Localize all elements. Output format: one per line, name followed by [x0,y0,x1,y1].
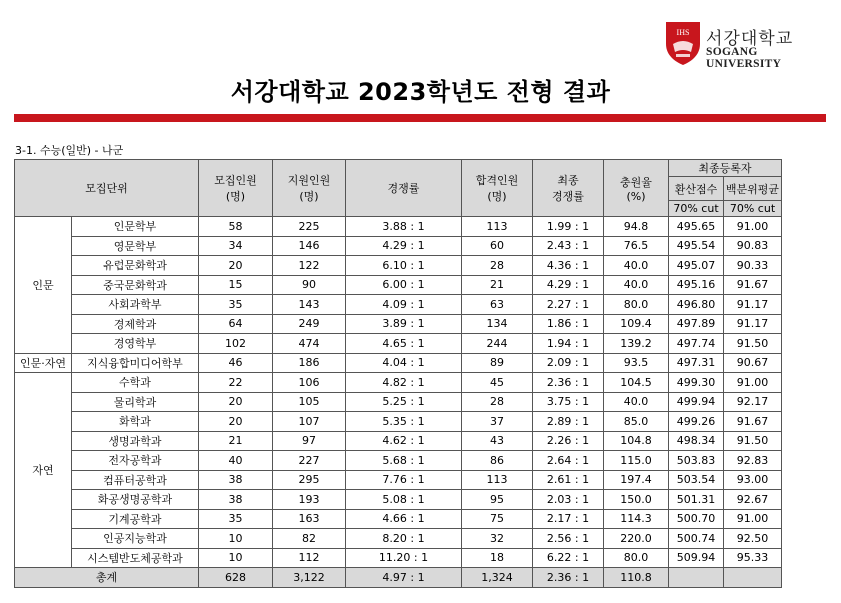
cell-final-ratio: 2.36 : 1 [533,373,604,393]
cell-ratio: 4.04 : 1 [346,353,462,373]
cell-passed: 32 [462,529,533,549]
section-subtitle: 3-1. 수능(일반) - 나군 [15,144,124,157]
cell-percentile: 92.50 [724,529,782,549]
cell-quota: 20 [199,392,273,412]
table-row [15,490,782,510]
cell-fill: 76.5 [604,236,669,256]
cell-passed: 28 [462,392,533,412]
cell-passed: 21 [462,275,533,295]
cell-unit: 화학과 [72,412,199,432]
cell-percentile: 91.50 [724,431,782,451]
cell-passed: 75 [462,509,533,529]
cell-percentile: 90.67 [724,353,782,373]
cell-final-ratio: 1.86 : 1 [533,314,604,334]
header-final-ratio [533,160,604,217]
cell-score: 499.30 [669,373,724,393]
total-percentile [724,568,782,588]
header-fill-l1: 충원율 [620,175,652,189]
cell-applicants: 249 [273,314,346,334]
table-row [15,295,782,315]
cell-unit: 전자공학과 [72,451,199,471]
total-score [669,568,724,588]
cell-fill: 150.0 [604,490,669,510]
header-passed [462,160,533,217]
cell-passed: 37 [462,412,533,432]
cell-final-ratio: 2.43 : 1 [533,236,604,256]
cell-fill: 220.0 [604,529,669,549]
cell-fill: 109.4 [604,314,669,334]
header-score: 환산점수 [669,177,724,201]
cell-ratio: 5.25 : 1 [346,392,462,412]
cell-ratio: 4.82 : 1 [346,373,462,393]
cell-fill: 40.0 [604,275,669,295]
cell-passed: 18 [462,548,533,568]
cell-applicants: 122 [273,256,346,276]
cell-ratio: 5.08 : 1 [346,490,462,510]
table-row [15,353,782,373]
cell-quota: 21 [199,431,273,451]
cell-quota: 46 [199,353,273,373]
cell-percentile: 91.00 [724,373,782,393]
cell-ratio: 6.00 : 1 [346,275,462,295]
cell-applicants: 193 [273,490,346,510]
cell-passed: 28 [462,256,533,276]
cell-ratio: 3.88 : 1 [346,217,462,237]
table-row [15,431,782,451]
title-divider [14,114,826,122]
cell-final-ratio: 1.99 : 1 [533,217,604,237]
table-row [15,509,782,529]
header-score-cut: 70% cut [669,201,724,217]
cell-unit: 경영학부 [72,334,199,354]
cell-percentile: 91.00 [724,509,782,529]
cell-ratio: 4.65 : 1 [346,334,462,354]
cell-score: 503.54 [669,470,724,490]
cell-ratio: 4.29 : 1 [346,236,462,256]
cell-score: 498.34 [669,431,724,451]
cell-final-ratio: 1.94 : 1 [533,334,604,354]
cell-ratio: 4.09 : 1 [346,295,462,315]
cell-applicants: 163 [273,509,346,529]
cell-unit: 컴퓨터공학과 [72,470,199,490]
cell-final-ratio: 2.17 : 1 [533,509,604,529]
cell-fill: 93.5 [604,353,669,373]
cell-final-ratio: 2.61 : 1 [533,470,604,490]
cell-ratio: 11.20 : 1 [346,548,462,568]
cell-percentile: 91.00 [724,217,782,237]
cell-ratio: 8.20 : 1 [346,529,462,549]
table-row [15,236,782,256]
cell-fill: 94.8 [604,217,669,237]
group-cell: 자연 [15,373,72,568]
table-row [15,314,782,334]
cell-ratio: 4.66 : 1 [346,509,462,529]
table-row [15,373,782,393]
cell-percentile: 91.67 [724,412,782,432]
table-row [15,412,782,432]
table-row [15,217,782,237]
cell-unit: 유럽문화학과 [72,256,199,276]
cell-ratio: 4.62 : 1 [346,431,462,451]
header-fill-rate [604,160,669,217]
cell-fill: 85.0 [604,412,669,432]
cell-applicants: 295 [273,470,346,490]
header-unit: 모집단위 [15,160,199,217]
cell-passed: 45 [462,373,533,393]
cell-passed: 60 [462,236,533,256]
cell-quota: 35 [199,509,273,529]
header-passed-l2: (명) [487,190,507,203]
cell-unit: 시스템반도체공학과 [72,548,199,568]
header-final-ratio-l1: 최종 [557,174,579,187]
cell-final-ratio: 2.56 : 1 [533,529,604,549]
cell-unit: 수학과 [72,373,199,393]
cell-score: 495.54 [669,236,724,256]
header-quota-l1: 모집인원 [214,174,257,187]
total-label: 총계 [15,568,199,588]
group-cell: 인문·자연 [15,353,72,373]
cell-applicants: 146 [273,236,346,256]
cell-quota: 64 [199,314,273,334]
cell-ratio: 7.76 : 1 [346,470,462,490]
page-title: 서강대학교 2023학년도 전형 결과 [230,78,611,106]
cell-score: 509.94 [669,548,724,568]
header-fill-l2: (%) [626,189,646,203]
cell-unit: 생명과학과 [72,431,199,451]
cell-applicants: 227 [273,451,346,471]
cell-quota: 10 [199,548,273,568]
cell-score: 495.16 [669,275,724,295]
cell-passed: 89 [462,353,533,373]
cell-fill: 40.0 [604,256,669,276]
table-body [15,217,782,588]
cell-quota: 38 [199,490,273,510]
logo-english-name: SOGANG UNIVERSITY [706,46,782,70]
cell-final-ratio: 4.29 : 1 [533,275,604,295]
total-quota: 628 [199,568,273,588]
cell-ratio: 3.89 : 1 [346,314,462,334]
cell-percentile: 95.33 [724,548,782,568]
cell-quota: 58 [199,217,273,237]
cell-passed: 95 [462,490,533,510]
cell-score: 499.94 [669,392,724,412]
cell-score: 497.89 [669,314,724,334]
header-passed-l1: 합격인원 [475,174,519,187]
cell-quota: 34 [199,236,273,256]
cell-applicants: 90 [273,275,346,295]
cell-unit: 물리학과 [72,392,199,412]
table-row [15,392,782,412]
cell-quota: 20 [199,256,273,276]
total-applicants: 3,122 [273,568,346,588]
cell-percentile: 90.83 [724,236,782,256]
cell-final-ratio: 2.26 : 1 [533,431,604,451]
cell-final-ratio: 3.75 : 1 [533,392,604,412]
header-registered: 최종등록자 [669,160,782,177]
cell-passed: 244 [462,334,533,354]
cell-score: 500.74 [669,529,724,549]
header-quota [199,160,273,217]
logo-korean-name: 서강대학교 [706,29,794,49]
header-percentile-cut: 70% cut [724,201,782,217]
cell-unit: 화공생명공학과 [72,490,199,510]
cell-applicants: 474 [273,334,346,354]
cell-applicants: 186 [273,353,346,373]
total-fill: 110.8 [604,568,669,588]
cell-ratio: 5.68 : 1 [346,451,462,471]
header-percentile: 백분위평균 [724,177,782,201]
table-row [15,256,782,276]
cell-final-ratio: 6.22 : 1 [533,548,604,568]
cell-applicants: 112 [273,548,346,568]
cell-score: 497.31 [669,353,724,373]
sogang-logo [664,20,829,68]
cell-quota: 20 [199,412,273,432]
cell-passed: 113 [462,217,533,237]
cell-percentile: 91.50 [724,334,782,354]
cell-final-ratio: 2.89 : 1 [533,412,604,432]
cell-percentile: 92.83 [724,451,782,471]
cell-final-ratio: 2.27 : 1 [533,295,604,315]
cell-percentile: 91.17 [724,295,782,315]
cell-applicants: 82 [273,529,346,549]
cell-percentile: 91.67 [724,275,782,295]
cell-fill: 115.0 [604,451,669,471]
cell-score: 495.65 [669,217,724,237]
cell-score: 497.74 [669,334,724,354]
cell-passed: 86 [462,451,533,471]
cell-fill: 139.2 [604,334,669,354]
table-row [15,470,782,490]
header-applicants-l2: (명) [299,190,319,203]
table-row [15,275,782,295]
cell-unit: 기계공학과 [72,509,199,529]
cell-percentile: 92.17 [724,392,782,412]
cell-unit: 지식융합미디어학부 [72,353,199,373]
header-ratio: 경쟁률 [346,160,462,217]
header-final-ratio-l2: 경쟁률 [552,190,584,203]
cell-applicants: 107 [273,412,346,432]
total-passed: 1,324 [462,568,533,588]
total-ratio: 4.97 : 1 [346,568,462,588]
header-applicants [273,160,346,217]
cell-score: 495.07 [669,256,724,276]
cell-percentile: 93.00 [724,470,782,490]
cell-score: 501.31 [669,490,724,510]
cell-fill: 104.5 [604,373,669,393]
cell-unit: 영문학부 [72,236,199,256]
cell-unit: 인문학부 [72,217,199,237]
cell-quota: 102 [199,334,273,354]
cell-quota: 22 [199,373,273,393]
emblem-text: IHS [676,28,690,37]
cell-unit: 인공지능학과 [72,529,199,549]
header-quota-l2: (명) [225,190,246,203]
cell-final-ratio: 2.64 : 1 [533,451,604,471]
cell-quota: 15 [199,275,273,295]
cell-fill: 104.8 [604,431,669,451]
admission-results-table [14,159,782,588]
table-row [15,529,782,549]
cell-unit: 사회과학부 [72,295,199,315]
cell-applicants: 225 [273,217,346,237]
cell-passed: 113 [462,470,533,490]
table-row [15,548,782,568]
cell-applicants: 97 [273,431,346,451]
cell-percentile: 91.17 [724,314,782,334]
cell-applicants: 105 [273,392,346,412]
cell-passed: 63 [462,295,533,315]
table-row [15,334,782,354]
cell-quota: 35 [199,295,273,315]
cell-quota: 40 [199,451,273,471]
cell-final-ratio: 2.09 : 1 [533,353,604,373]
cell-quota: 38 [199,470,273,490]
cell-ratio: 5.35 : 1 [346,412,462,432]
cell-score: 500.70 [669,509,724,529]
total-final-ratio: 2.36 : 1 [533,568,604,588]
cell-unit: 경제학과 [72,314,199,334]
cell-unit: 중국문화학과 [72,275,199,295]
cell-fill: 80.0 [604,548,669,568]
cell-passed: 134 [462,314,533,334]
cell-passed: 43 [462,431,533,451]
cell-percentile: 90.33 [724,256,782,276]
cell-ratio: 6.10 : 1 [346,256,462,276]
cell-applicants: 143 [273,295,346,315]
cell-applicants: 106 [273,373,346,393]
cell-fill: 197.4 [604,470,669,490]
cell-final-ratio: 4.36 : 1 [533,256,604,276]
group-cell: 인문 [15,217,72,354]
cell-fill: 80.0 [604,295,669,315]
cell-fill: 40.0 [604,392,669,412]
cell-score: 499.26 [669,412,724,432]
cell-percentile: 92.67 [724,490,782,510]
cell-final-ratio: 2.03 : 1 [533,490,604,510]
cell-score: 503.83 [669,451,724,471]
header-applicants-l1: 지원인원 [287,174,331,187]
shield-emblem-icon [664,20,702,66]
table-row [15,451,782,471]
cell-quota: 10 [199,529,273,549]
total-row [15,568,782,588]
cell-score: 496.80 [669,295,724,315]
cell-fill: 114.3 [604,509,669,529]
